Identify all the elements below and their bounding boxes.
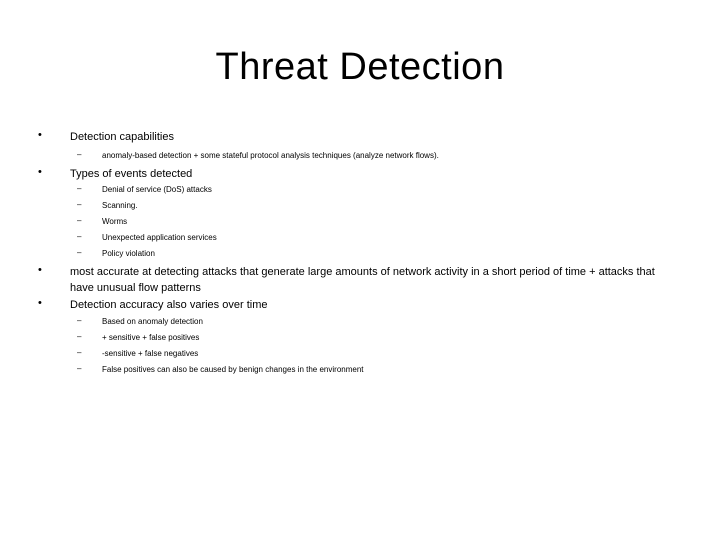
sub-item-text: -sensitive + false negatives xyxy=(102,349,199,358)
bullet-text: Detection capabilities xyxy=(70,131,174,143)
sub-item-text: Based on anomaly detection xyxy=(102,317,203,326)
sub-item-text: + sensitive + false positives xyxy=(102,333,200,342)
bullet-marker: • xyxy=(38,129,42,141)
sub-item-text: False positives can also be caused by benign changes in the environment xyxy=(102,365,364,374)
slide-title: Threat Detection xyxy=(215,46,505,88)
sub-item-text: Unexpected application services xyxy=(102,233,217,242)
dash-marker: – xyxy=(77,184,82,193)
dash-marker: – xyxy=(77,248,82,257)
sub-item-text: anomaly-based detection + some stateful protocol analysis techniques (analyze network flows). xyxy=(102,151,439,160)
dash-marker: – xyxy=(77,216,82,225)
dash-marker: – xyxy=(77,364,82,373)
bullet-marker: • xyxy=(38,297,42,309)
dash-marker: – xyxy=(77,200,82,209)
sub-item-text: Worms xyxy=(102,217,128,226)
dash-marker: – xyxy=(77,232,82,241)
dash-marker: – xyxy=(77,348,82,357)
dash-marker: – xyxy=(77,150,82,159)
dash-marker: – xyxy=(77,316,82,325)
bullet-marker: • xyxy=(38,264,42,276)
bullet-text: Detection accuracy also varies over time xyxy=(70,299,268,311)
sub-item-text: Policy violation xyxy=(102,249,155,258)
bullet-marker: • xyxy=(38,166,42,178)
sub-item-text: Scanning. xyxy=(102,201,138,210)
dash-marker: – xyxy=(77,332,82,341)
bullet-text: most accurate at detecting attacks that generate large amounts of network activity in a short period of time + attacks that have unusual flow patterns xyxy=(70,266,655,294)
sub-item-text: Denial of service (DoS) attacks xyxy=(102,185,212,194)
bullet-text: Types of events detected xyxy=(70,168,193,180)
